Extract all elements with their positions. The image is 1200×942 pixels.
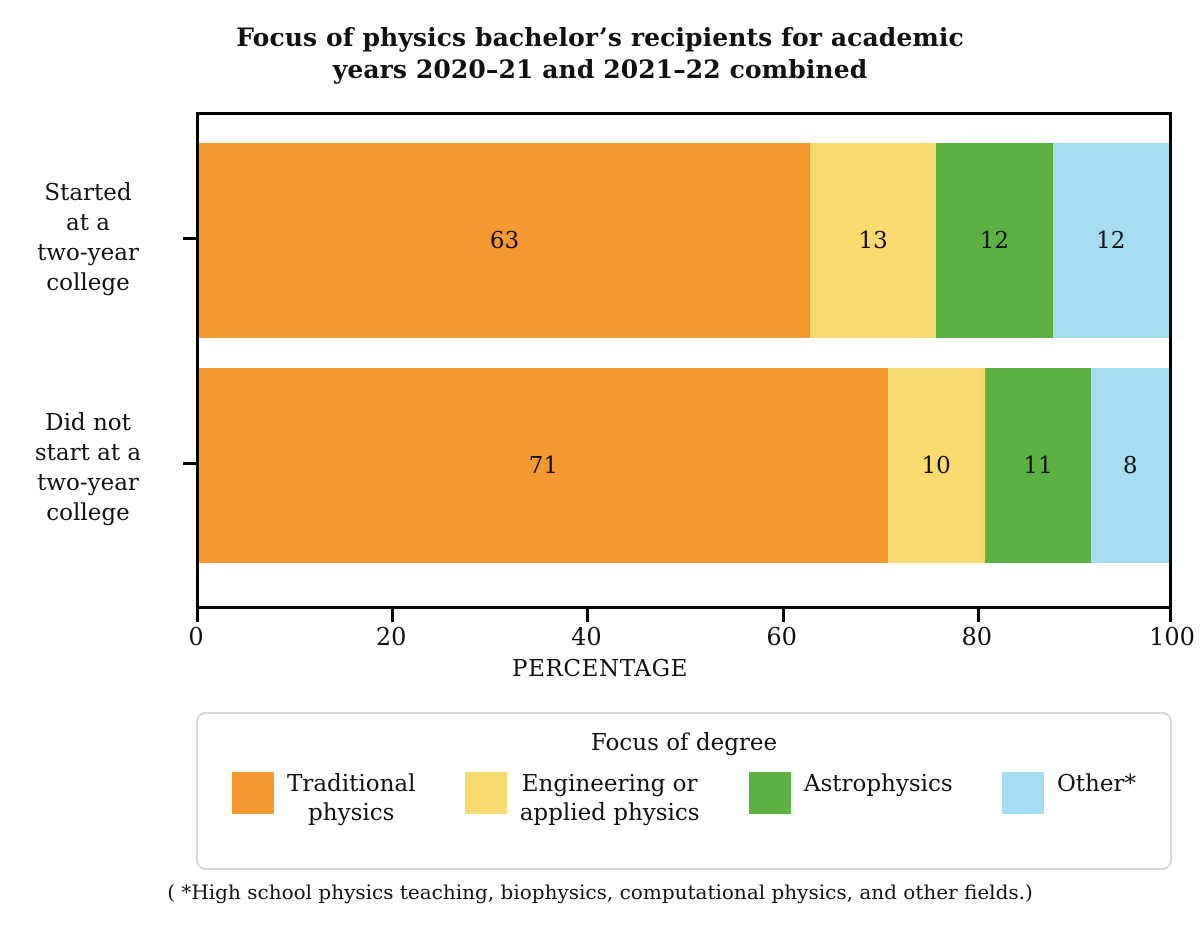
x-axis-tick — [196, 609, 199, 622]
bar-segment-astrophysics[interactable] — [985, 368, 1092, 563]
stacked-bar-started — [199, 143, 1169, 338]
bar-value-label: 13 — [858, 227, 888, 254]
x-axis-tick — [586, 609, 589, 622]
chart-title-line-1: Focus of physics bachelor’s recipients for academic — [236, 23, 964, 52]
x-axis-tick-label: 20 — [375, 623, 407, 651]
bar-segment-astrophysics[interactable] — [936, 143, 1052, 338]
y-axis-tick-started — [183, 237, 196, 240]
bar-segment-engineering-applied-physics[interactable] — [810, 143, 936, 338]
bar-segment-engineering-applied-physics[interactable] — [888, 368, 985, 563]
x-axis-tick-label: 60 — [766, 623, 797, 651]
x-axis — [188, 609, 1195, 651]
bar-segment-other[interactable] — [1091, 368, 1169, 563]
y-axis-category-label-did-not-start — [0, 408, 178, 528]
bar-value-label: 11 — [1023, 452, 1053, 479]
legend-swatch-icon — [749, 772, 791, 814]
x-axis-tick — [977, 609, 980, 622]
y-axis-label-line: Did not — [45, 410, 131, 436]
legend-label-line: Astrophysics — [803, 771, 953, 797]
bar-segment-traditional-physics[interactable] — [199, 143, 810, 338]
bar-value-label: 12 — [979, 227, 1010, 254]
plot-area — [196, 112, 1172, 609]
legend-items — [198, 756, 1170, 828]
legend-swatch-icon — [232, 772, 274, 814]
legend-label — [287, 770, 415, 828]
y-axis-label-line: start at a — [34, 440, 142, 466]
legend-item-astrophysics[interactable] — [749, 770, 953, 814]
legend-label — [1057, 770, 1136, 799]
chart-title — [0, 22, 1200, 86]
y-axis-label-line: two-year — [37, 240, 139, 266]
x-axis-title: PERCENTAGE — [512, 656, 688, 682]
x-axis-tick-label: 40 — [571, 623, 602, 651]
legend-label-line: Traditional — [287, 771, 416, 797]
x-axis-tick — [391, 609, 394, 622]
y-axis-label-line: two-year — [37, 470, 139, 496]
x-axis-tick — [1169, 609, 1172, 622]
bar-value-label: 10 — [921, 452, 951, 479]
x-axis-tick — [782, 609, 785, 622]
legend-item-other[interactable] — [1002, 770, 1136, 814]
y-axis-label-line: college — [46, 500, 130, 526]
legend-label-line: applied physics — [519, 800, 700, 826]
stacked-bar-did-not-start — [199, 368, 1169, 563]
bar-value-label: 8 — [1122, 452, 1138, 479]
bar-segment-other[interactable] — [1053, 143, 1169, 338]
x-axis-tick-label: 0 — [188, 623, 204, 651]
bar-value-label: 63 — [489, 227, 520, 254]
bar-value-label: 71 — [528, 452, 558, 479]
legend-title: Focus of degree — [590, 730, 778, 756]
chart-title-line-2: years 2020–21 and 2021–22 combined — [332, 55, 868, 84]
legend — [196, 712, 1172, 870]
legend-swatch-icon — [1002, 772, 1044, 814]
legend-swatch-icon — [465, 772, 507, 814]
bar-segment-traditional-physics[interactable] — [199, 368, 888, 563]
legend-item-traditional-physics[interactable] — [232, 770, 415, 828]
y-axis-category-label-started — [0, 178, 178, 298]
legend-label — [520, 770, 700, 828]
legend-item-engineering-applied-physics[interactable] — [465, 770, 700, 828]
x-axis-tick-label: 80 — [961, 623, 993, 651]
legend-label-line: physics — [308, 800, 395, 826]
y-axis-label-line: Started — [44, 180, 132, 206]
legend-label — [804, 770, 953, 799]
legend-label-line: Other* — [1056, 771, 1136, 797]
chart-footnote: ( *High school physics teaching, biophysics, computational physics, and other fields.) — [167, 880, 1033, 904]
y-axis-label-line: college — [46, 270, 130, 296]
y-axis-tick-did-not-start — [183, 462, 196, 465]
legend-label-line: Engineering or — [521, 771, 698, 797]
bar-value-label: 12 — [1096, 227, 1126, 254]
x-axis-tick-label: 100 — [1149, 623, 1195, 651]
y-axis-label-line: at a — [66, 210, 110, 236]
